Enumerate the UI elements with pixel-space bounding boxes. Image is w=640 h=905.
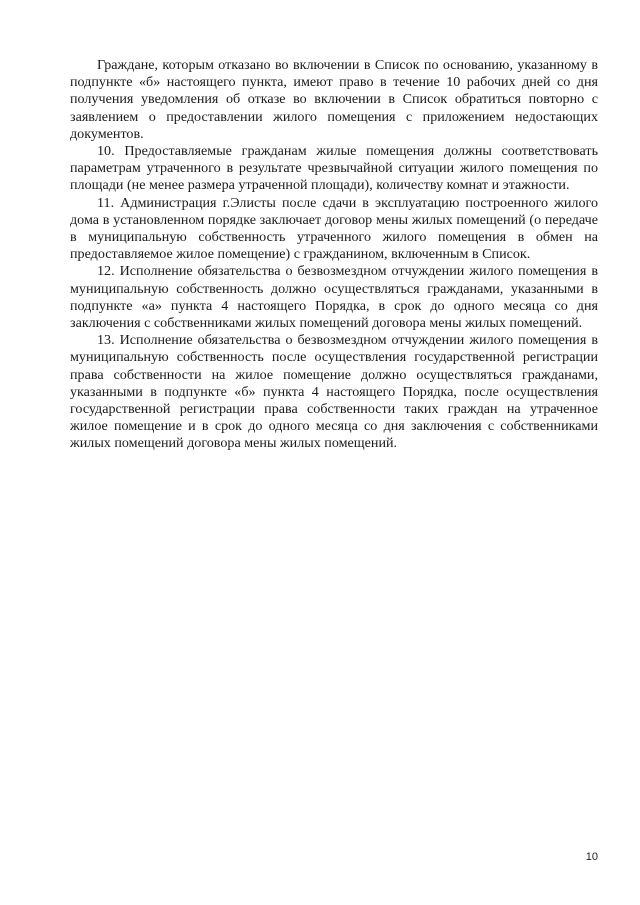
paragraph-13: 13. Исполнение обязательства о безвозмездном отчуждении жилого помещения в муниципальную собственность после осуществления государственной регистрации права собственности на жилое помещение должно осуществляться гражданами, указанными в подпункте «б» пункта 4 настоящего Порядка, после осуществления государственной регистрации права собственности таких граждан на утраченное жилое помещение и в срок до одного месяца со дня заключения с собственниками жилых помещений договора мены жилых помещений. [70, 332, 598, 452]
document-body [70, 57, 598, 453]
paragraph-10: 10. Предоставляемые гражданам жилые помещения должны соответствовать параметрам утраченного в результате чрезвычайной ситуации жилого помещения по площади (не менее размера утраченной площади), количеству комнат и этажности. [70, 143, 598, 194]
paragraph-refusal-reapply: Граждане, которым отказано во включении в Список по основанию, указанному в подпункте «б» настоящего пункта, имеют право в течение 10 рабочих дней со дня получения уведомления об отказе во включении в Список обратиться повторно с заявлением о предоставлении жилого помещения с приложением недостающих документов. [70, 57, 598, 142]
paragraph-12: 12. Исполнение обязательства о безвозмездном отчуждении жилого помещения в муниципальную собственность должно осуществляться гражданами, указанными в подпункте «а» пункта 4 настоящего Порядка, в срок до одного месяца со дня заключения с собственниками жилых помещений договора мены жилых помещений. [70, 263, 598, 332]
paragraph-11: 11. Администрация г.Элисты после сдачи в эксплуатацию построенного жилого дома в установленном порядке заключает договор мены жилых помещений (о передаче в муниципальную собственность утраченного жилого помещения в обмен на предоставляемое жилое помещение) с гражданином, включенным в Список. [70, 194, 598, 263]
page-number: 10 [585, 851, 598, 863]
